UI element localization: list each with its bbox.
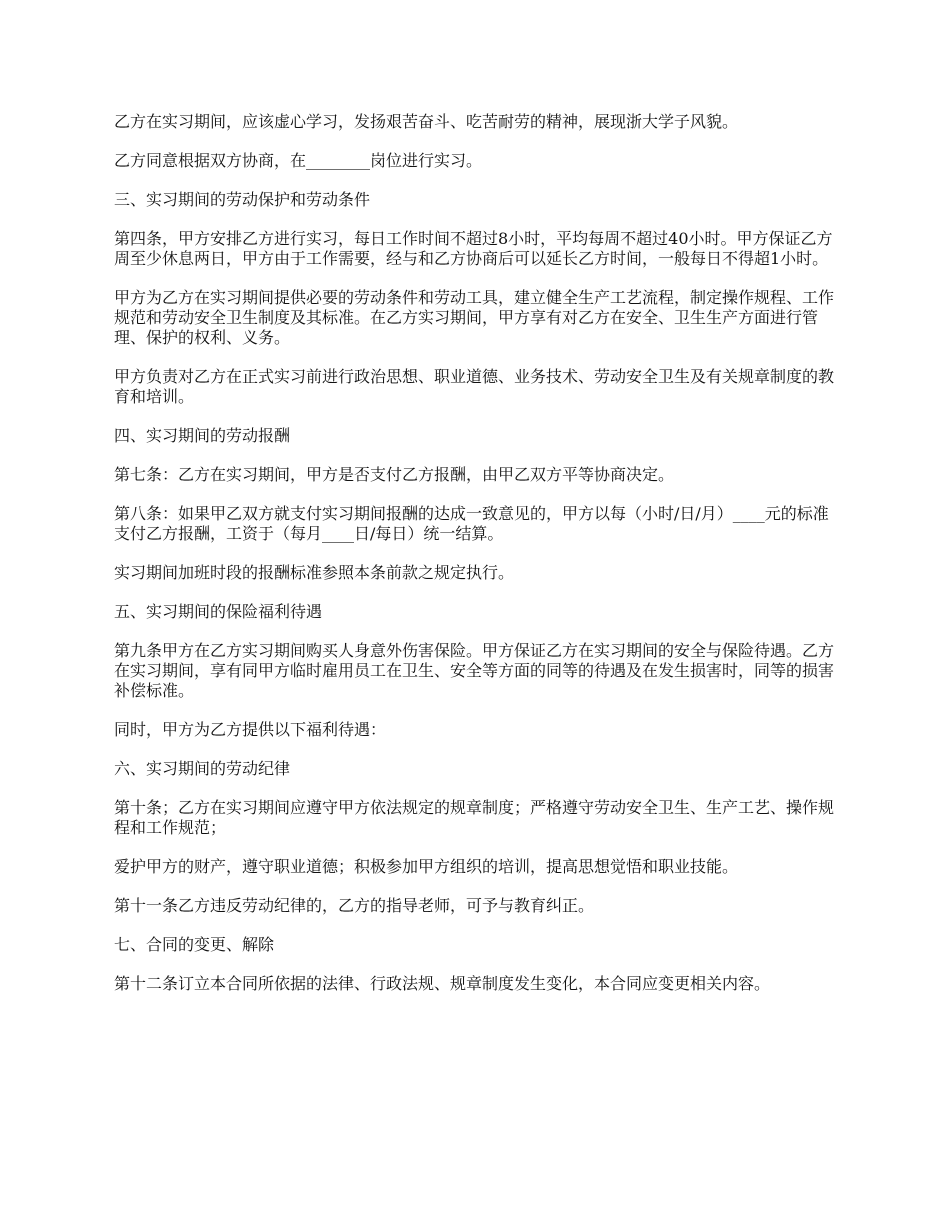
- paragraph-article-7: 第七条：乙方在实习期间，甲方是否支付乙方报酬，由甲乙双方平等协商决定。: [114, 465, 675, 484]
- paragraph-overtime-pay: 实习期间加班时段的报酬标准参照本条前款之规定执行。: [114, 563, 515, 582]
- paragraph-benefits: 同时，甲方为乙方提供以下福利待遇：: [114, 720, 387, 739]
- paragraph-internship-position: 乙方同意根据双方协商，在________岗位进行实习。: [114, 151, 483, 170]
- section-heading-labor-protection: 三、实习期间的劳动保护和劳动条件: [114, 190, 371, 209]
- paragraph-training: 甲方负责对乙方在正式实习前进行政治思想、职业道德、业务技术、劳动安全卫生及有关规章制度的教育和培训。: [114, 367, 835, 406]
- section-heading-remuneration: 四、实习期间的劳动报酬: [114, 426, 291, 445]
- document-body: [114, 112, 844, 1013]
- paragraph-article-11: 第十一条乙方违反劳动纪律的，乙方的指导老师，可予与教育纠正。: [114, 896, 595, 915]
- paragraph-article-4: 第四条，甲方安排乙方进行实习，每日工作时间不超过8小时，平均每周不超过40小时。甲方保证乙方周至少休息两日，甲方由于工作需要，经与和乙方协商后可以延长乙方时间，一般每日不得超1小时。: [114, 229, 833, 268]
- paragraph-property-care: 爱护甲方的财产，遵守职业道德；积极参加甲方组织的培训，提高思想觉悟和职业技能。: [114, 857, 739, 876]
- section-heading-insurance: 五、实习期间的保险福利待遇: [114, 602, 323, 621]
- paragraph-internship-attitude: 乙方在实习期间，应该虚心学习，发扬艰苦奋斗、吃苦耐劳的精神，展现浙大学子风貌。: [114, 112, 739, 131]
- paragraph-article-10: 第十条；乙方在实习期间应遵守甲方依法规定的规章制度；严格遵守劳动安全卫生、生产工艺、操作规程和工作规范；: [114, 798, 835, 837]
- paragraph-article-8: 第八条：如果甲乙双方就支付实习期间报酬的达成一致意见的，甲方以每（小时/日/月）____元的标准支付乙方报酬，工资于（每月____日/每日）统一结算。: [114, 504, 829, 543]
- section-heading-discipline: 六、实习期间的劳动纪律: [114, 759, 291, 778]
- paragraph-labor-conditions: 甲方为乙方在实习期间提供必要的劳动条件和劳动工具，建立健全生产工艺流程，制定操作规程、工作规范和劳动安全卫生制度及其标准。在乙方实习期间，甲方享有对乙方在安全、卫生生产方面进行管理、保护的权利、义务。: [114, 288, 835, 347]
- paragraph-article-9: 第九条甲方在乙方实习期间购买人身意外伤害保险。甲方保证乙方在实习期间的安全与保险待遇。乙方在实习期间，享有同甲方临时雇用员工在卫生、安全等方面的同等的待遇及在发生损害时，同等的损害补偿标准。: [114, 641, 835, 700]
- paragraph-article-12: 第十二条订立本合同所依据的法律、行政法规、规章制度发生变化，本合同应变更相关内容。: [114, 974, 771, 993]
- section-heading-contract-change: 七、合同的变更、解除: [114, 935, 275, 954]
